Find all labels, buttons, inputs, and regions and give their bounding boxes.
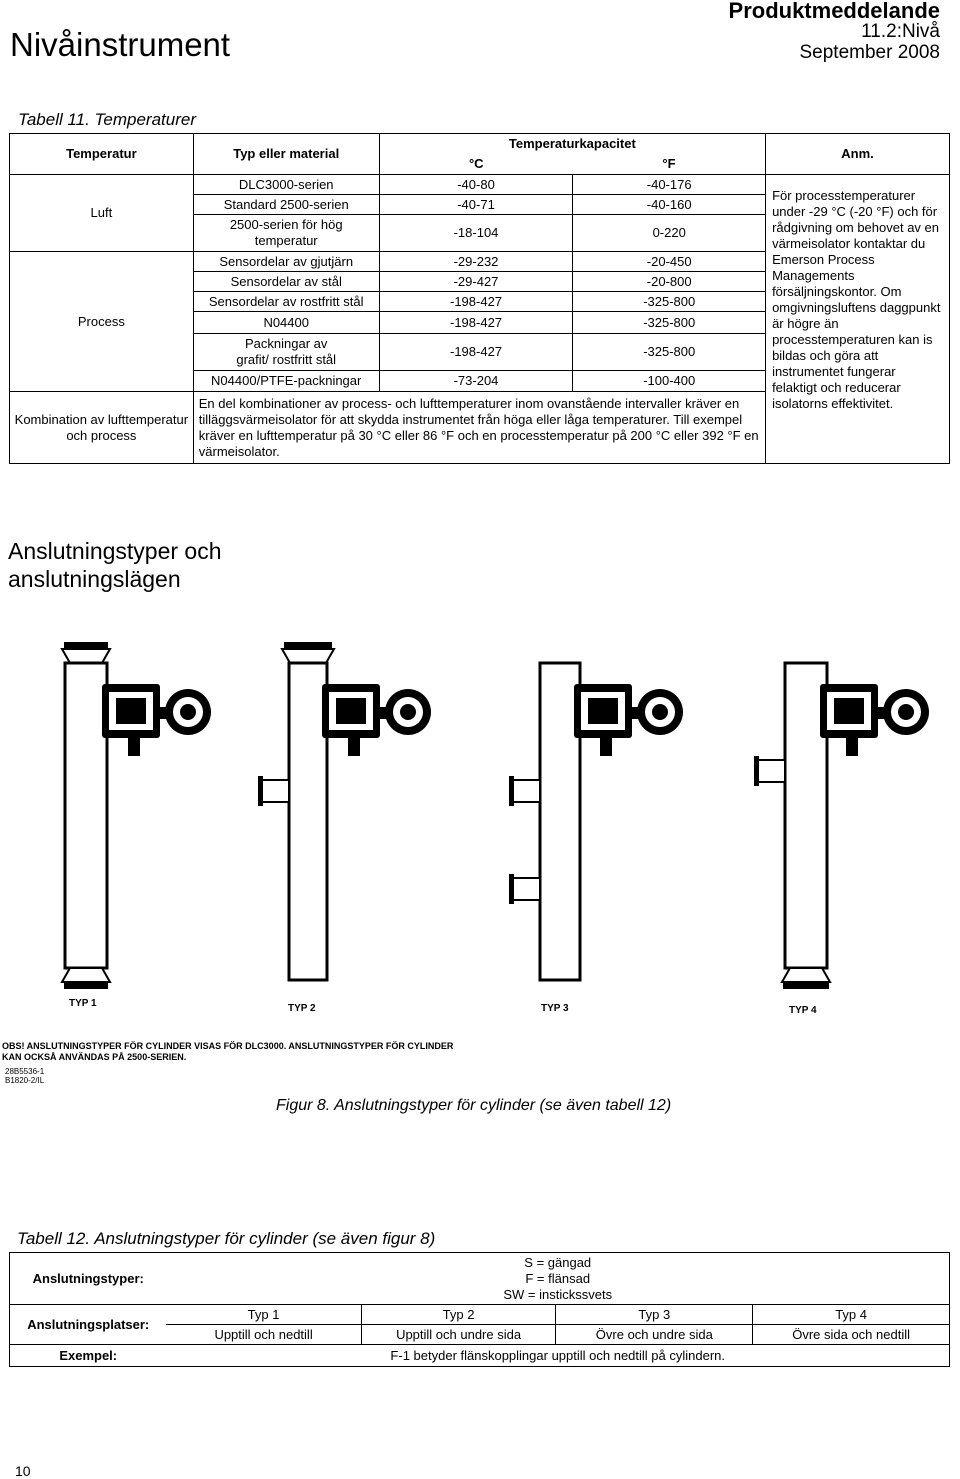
header-typ: Typ eller material (193, 134, 379, 175)
header-temperatur: Temperatur (10, 134, 194, 175)
location-value: Upptill och undre sida (361, 1325, 556, 1345)
row-c: -29-427 (379, 272, 573, 292)
section-id: 11.2:Nivå (861, 21, 940, 42)
row-c: -198-427 (379, 334, 573, 371)
row-c: -29-232 (379, 252, 573, 272)
cylinder-typ3 (509, 663, 683, 980)
row-c: -198-427 (379, 292, 573, 312)
type-header: Typ 4 (753, 1305, 950, 1325)
figure-caption: Figur 8. Anslutningstyper för cylinder (se även tabell 12) (276, 1097, 672, 1114)
connection-types (166, 1253, 949, 1305)
cylinder-typ4 (754, 663, 929, 989)
example-text: F-1 betyder flänskopplingar upptill och nedtill på cylindern. (166, 1345, 949, 1367)
type-header: Typ 2 (361, 1305, 556, 1325)
page-number: 10 (15, 1463, 31, 1479)
row-typ: Sensordelar av gjutjärn (193, 252, 379, 272)
group-kombination: Kombination av lufttemperatur och process (10, 392, 194, 464)
cylinder-typ1 (62, 642, 211, 989)
row2-label: Anslutningsplatser: (10, 1305, 167, 1345)
row-typ: DLC3000-serien (193, 175, 379, 195)
header-kapacitet: Temperaturkapacitet (379, 134, 765, 154)
row-typ: Packningar av grafit/ rostfritt stål (193, 334, 379, 371)
doc-date: September 2008 (799, 42, 940, 63)
figure-note: OBS! ANSLUTNINGSTYPER FÖR CYLINDER VISAS FÖR DLC3000. ANSLUTNINGSTYPER FÖR CYLINDER KAN OCKSÅ ANVÄNDAS PÅ 2500-SERIEN. (2, 1041, 454, 1062)
row-f: -325-800 (573, 292, 766, 312)
label-typ3: TYP 3 (541, 1003, 569, 1014)
row-f: -20-800 (573, 272, 766, 292)
row1-label: Anslutningstyper: (10, 1253, 167, 1305)
row-c: -40-71 (379, 195, 573, 215)
location-value: Upptill och nedtill (166, 1325, 361, 1345)
row-c: -40-80 (379, 175, 573, 195)
type-header: Typ 3 (556, 1305, 753, 1325)
row-c: -18-104 (379, 215, 573, 252)
row3-label: Exempel: (10, 1345, 167, 1367)
type-value: F = flänsad (525, 1270, 591, 1286)
group-process: Process (10, 252, 194, 392)
anm-note: För processtemperaturer under -29 °C (-20 °F) och för rådgivning om behovet av en värmeisolator kontaktar du Emerson Process Managements försäljningskontor. Om omgivningsluftens daggpunkt är högre än processtemperaturen kan is bildas och göra att instrumentet fungerar felaktigt och reducerar isolatorns effektivitet. (766, 175, 950, 464)
figure-code: B1820-2/IL (5, 1076, 45, 1085)
group-luft: Luft (10, 175, 194, 252)
table11-caption: Tabell 11. Temperaturer (18, 110, 196, 129)
type-header: Typ 1 (166, 1305, 361, 1325)
row-typ: N04400 (193, 312, 379, 334)
row-f: -325-800 (573, 334, 766, 371)
label-typ2: TYP 2 (288, 1003, 316, 1014)
figure-code: 28B5536-1 (5, 1067, 45, 1076)
row-typ: Sensordelar av rostfritt stål (193, 292, 379, 312)
row-typ: Sensordelar av stål (193, 272, 379, 292)
table12-caption: Tabell 12. Anslutningstyper för cylinder (se även figur 8) (17, 1229, 436, 1248)
location-value: Övre sida och nedtill (753, 1325, 950, 1345)
cylinder-typ2 (258, 642, 431, 980)
header-anm: Anm. (766, 134, 950, 175)
row-c: -198-427 (379, 312, 573, 334)
row-f: -40-160 (573, 195, 766, 215)
document-title: Nivåinstrument (10, 26, 231, 63)
doc-type: Produktmeddelande (728, 0, 940, 23)
kombination-note: En del kombinationer av process- och lufttemperaturer inom ovanstående intervaller kräver en tilläggsvärmeisolator för att skydda instrumentet från höga eller låga temperaturer. Till exempel kräver en lufttemperatur på 30 °C eller 86 °F och en processtemperatur på 200 °C eller 392 °F en värmeisolator. (193, 392, 765, 464)
row-f: -100-400 (573, 371, 766, 392)
row-f: 0-220 (573, 215, 766, 252)
type-value: S = gängad (524, 1254, 592, 1270)
location-value: Övre och undre sida (556, 1325, 753, 1345)
header-f: °F (573, 154, 766, 175)
section-heading: Anslutningstyper och anslutningslägen (8, 538, 222, 592)
row-typ: Standard 2500-serien (193, 195, 379, 215)
row-f: -40-176 (573, 175, 766, 195)
label-typ1: TYP 1 (69, 998, 97, 1009)
row-typ: N04400/PTFE-packningar (193, 371, 379, 392)
row-f: -325-800 (573, 312, 766, 334)
label-typ4: TYP 4 (789, 1005, 817, 1016)
header-c: °C (379, 154, 573, 175)
row-typ: 2500-serien för hög temperatur (193, 215, 379, 252)
figure-codes (5, 1067, 44, 1085)
row-f: -20-450 (573, 252, 766, 272)
connection-table (9, 1252, 950, 1367)
type-value: SW = instickssvets (503, 1286, 613, 1302)
row-c: -73-204 (379, 371, 573, 392)
